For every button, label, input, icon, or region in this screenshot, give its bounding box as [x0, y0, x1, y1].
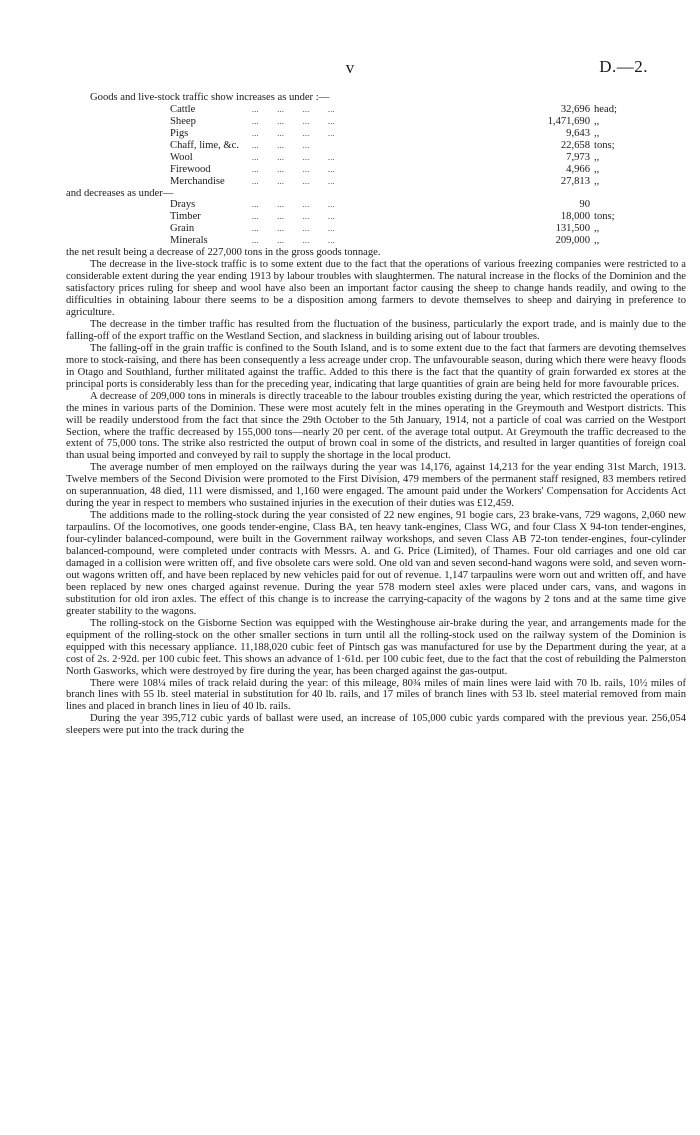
increases-table — [66, 104, 686, 188]
table-row — [66, 235, 686, 247]
paragraph-rolling-stock: The additions made to the rolling-stock during the year consisted of 22 new engines, 91 bogie cars, 23 brake-vans, 729 wagons, 2,060 new tarpaulins. Of the locomotives, one goods tender-engine, Class BA, ten heavy tank-engines, Class WG, and four Class X 94-ton tender-engines, four-cylinder balanced-compound, were built in the Government railway workshops, and seven Class AB 72-ton tender-engines, four-cylinder balanced-compound, were completed under contracts with Messrs. A. and G. Price (Limited), of Thames. Four old carriages and one old car damaged in a collision were written off, and five obsolete cars were sold. One old van and seven second-hand wagons were sold, and seven worn-out wagons written off, and have been replaced by new vehicles paid for out of revenue. 1,147 tarpaulins were worn out and written off, and have been replaced by new ones charged against revenue. During the year 578 modern steel axles were placed under cars, vans, and wagons in substitution for old iron axles. The effect of this change is to increase the carrying-capacity of the wagons by 2 tons and at the same time give greater stability to the wagons. — [66, 510, 686, 617]
row-label: Cattle — [170, 103, 196, 115]
paragraph-grain: The falling-off in the grain traffic is confined to the South Island, and is to some extent due to the fact that farmers are devoting themselves more to stock-raising, and there has been consequently a less acreage under crop. The unfavourable season, during which there were heavy floods in Otago and Southland, further militated against the traffic. Added to this there is the fact that the quantity of grain forwarded ex stores at the principal ports is considerably less than for the preceding year, indicating that large quantities of grain are being held for more favourable prices. — [66, 342, 686, 390]
row-leader-dots: ... ... ... ... — [252, 212, 335, 222]
row-unit: tons; — [594, 211, 615, 223]
table-row — [66, 116, 686, 128]
paragraph-air-brake-gas: The rolling-stock on the Gisborne Section was equipped with the Westinghouse air-brake during the year, and arrangements made for the equipment of the rolling-stock on the other smaller sections in turn until all the rolling-stock used on the railway system of the Dominion is equipped with this necessary appliance. 11,188,020 cubic feet of Pintsch gas was manufactured for use by the Department during the year, at a cost of 2s. 2·92d. per 100 cubic feet. This shows an advance of 1·61d. per 100 cubic feet, due to the fact that the cost of rebuilding the Palmerston North Gasworks, which were destroyed by fire during the year, has been charged against the gas-output. — [66, 617, 686, 677]
row-value: 27,813 — [560, 175, 590, 187]
row-unit: head; — [594, 103, 617, 115]
paragraph-timber: The decrease in the timber traffic has resulted from the fluctuation of the business, particularly the export trade, and is mainly due to the falling-off of the export traffic on the Westland Section, and slackness in building arising out of labour troubles. — [66, 318, 686, 342]
table-row — [66, 128, 686, 140]
table-row — [66, 140, 686, 152]
row-unit: ,, — [594, 175, 600, 187]
row-value: 90 — [579, 199, 590, 211]
row-leader-dots: ... ... ... ... — [252, 224, 335, 234]
paragraph-livestock: The decrease in the live-stock traffic is to some extent due to the fact that the operations of various freezing companies were restricted to a considerable extent during the year ending 1913 by labour troubles with slaughtermen. The natural increase in the flocks of the Dominion and the satisfactory prices ruling for sheep and wool have also been an important factor causing the sheep to change hands readily, and owing to the difficulties in obtaining labour there seems to be a disposition among farmers to devote themselves to sheep and dairying in preference to agriculture. — [66, 259, 686, 318]
row-value: 7,973 — [566, 151, 590, 163]
net-result-line: the net result being a decrease of 227,000 tons in the gross goods tonnage. — [66, 247, 381, 259]
page-number: v — [345, 58, 355, 77]
row-leader-dots: ... ... ... ... — [252, 152, 335, 162]
paragraph-staff: The average number of men employed on the railways during the year was 14,176, against 14,213 for the year ending 31st March, 1913. Twelve members of the Second Division were promoted to the First Division, 479 members of the permanent staff resigned, 83 members retired on superannuation, 48 died, 111 were dismissed, and 1,160 were engaged. The amount paid under the Workers' Compensation for Accidents Act during the year in respect to members who sustained injuries in the execution of their duties was £12,459. — [66, 462, 686, 510]
row-label: Timber — [170, 211, 201, 223]
row-leader-dots: ... ... ... ... — [252, 236, 335, 246]
row-leader-dots: ... ... ... ... — [252, 164, 335, 174]
row-value: 18,000 — [560, 211, 590, 223]
paragraph-minerals: A decrease of 209,000 tons in minerals is directly traceable to the labour troubles existing during the year, which restricted the operations of the mines in various parts of the Dominion. These were most acutely felt in the mines operating in the Greymouth and Westport districts. This will be readily understood from the fact that since the 29th October to the 5th January, 1914, not a particle of coal was carried on the Westport Section, where the traffic decreased by 155,000 tons—nearly 20 per cent. of the average total output. At Greymouth the traffic decreased to the extent of 75,000 tons. The strike also restricted the output of brown coal in some of the districts, and resulted in larger quantities of foreign coal than usual being imported and conveyed by rail to supply the shortage in the local product. — [66, 390, 686, 462]
table-row — [66, 104, 686, 116]
row-label: Wool — [170, 151, 193, 163]
row-leader-dots: ... ... ... ... — [252, 104, 335, 114]
row-value: 1,471,690 — [547, 115, 590, 127]
table-row — [66, 211, 686, 223]
document-reference: D.—2. — [599, 57, 648, 76]
table-row — [66, 199, 686, 211]
row-leader-dots: ... ... ... ... — [252, 200, 335, 210]
row-label: Grain — [170, 223, 195, 235]
increases-intro: Goods and live-stock traffic show increases as under :— — [90, 92, 330, 103]
table-row — [66, 176, 686, 188]
row-value: 131,500 — [555, 223, 590, 235]
paragraph-ballast: During the year 395,712 cubic yards of ballast were used, an increase of 105,000 cubic yards compared with the previous year. 256,054 sleepers were put into the track during the — [66, 713, 686, 737]
decreases-table — [66, 199, 686, 247]
row-label: Merchandise — [170, 175, 225, 187]
paragraph-track-relaid: There were 108¼ miles of track relaid during the year: of this mileage, 80¾ miles of main lines were laid with 70 lb. rails, 10½ miles of branch lines with 55 lb. steel material in substitution for 40 lb. rails, and 17 miles of branch lines with 53 lb. steel material removed from main lines and placed in branch lines in lieu of 40 lb. rails. — [66, 677, 686, 713]
row-value: 209,000 — [555, 235, 590, 247]
row-unit: tons; — [594, 139, 615, 151]
row-label: Chaff, lime, &c. — [170, 139, 239, 151]
page-body — [66, 92, 686, 737]
row-unit: ,, — [594, 223, 600, 235]
row-leader-dots: ... ... ... — [252, 140, 310, 150]
table-row — [66, 164, 686, 176]
row-leader-dots: ... ... ... ... — [252, 128, 335, 138]
row-value: 4,966 — [566, 163, 590, 175]
row-unit: ,, — [594, 115, 600, 127]
row-unit: ,, — [594, 151, 600, 163]
row-label: Firewood — [170, 163, 211, 175]
row-leader-dots: ... ... ... ... — [252, 116, 335, 126]
row-label: Sheep — [170, 115, 196, 127]
decreases-intro: and decreases as under— — [66, 187, 174, 199]
table-row — [66, 152, 686, 164]
row-value: 32,696 — [560, 103, 590, 115]
row-unit: ,, — [594, 127, 600, 139]
row-label: Drays — [170, 199, 196, 211]
row-value: 22,658 — [560, 139, 590, 151]
row-unit: ,, — [594, 235, 600, 247]
table-row — [66, 223, 686, 235]
row-value: 9,643 — [566, 127, 590, 139]
row-leader-dots: ... ... ... ... — [252, 176, 335, 186]
row-label: Pigs — [170, 127, 189, 139]
row-label: Minerals — [170, 235, 208, 247]
row-unit: ,, — [594, 163, 600, 175]
